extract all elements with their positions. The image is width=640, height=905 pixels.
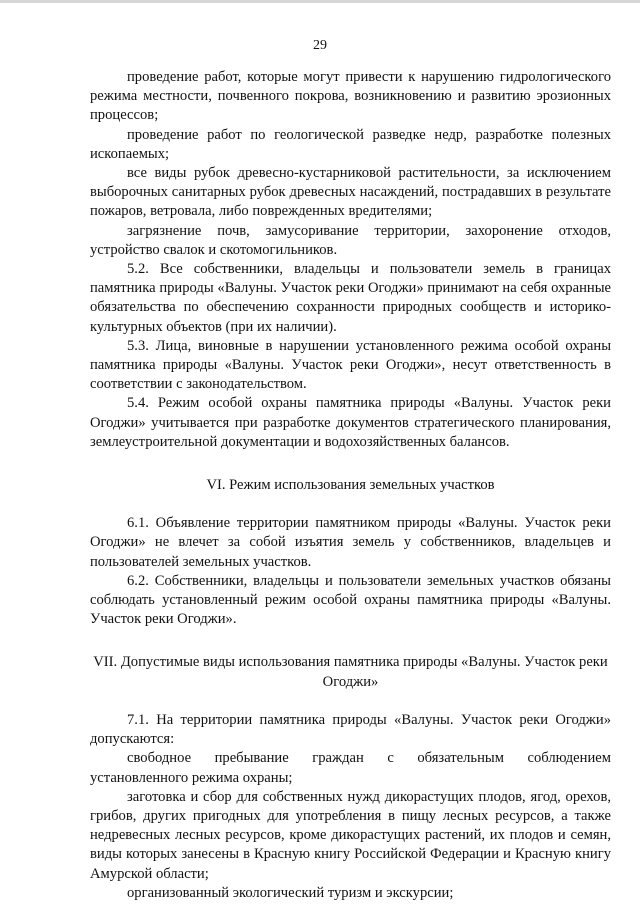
paragraph: 5.2. Все собственники, владельцы и пользователи земель в границах памятника природы «Валуны. Участок реки Огоджи» принимают на себя охранные обязательства по обеспечению сохранности природных сообществ и историко-культурных объектов (при их наличии). <box>90 261 611 335</box>
paragraph: 5.3. Лица, виновные в нарушении установленного режима особой охраны памятника природы «Валуны. Участок реки Огоджи», несут ответственность в соответствии с законодательством. <box>90 337 611 393</box>
paragraph: 6.1. Объявление территории памятником природы «Валуны. Участок реки Огоджи» не влечет за собой изъятия земель у собственников, владельцев и пользователей земельных участков. <box>90 515 611 570</box>
page-number: 29 <box>313 38 327 53</box>
paragraph: проведение работ, которые могут привести к нарушению гидрологического режима местности, почвенного покрова, возникновению и развитию эрозионных процессов; <box>90 69 611 124</box>
paragraph: проведение работ по геологической разведке недр, разработке полезных ископаемых; <box>90 126 611 162</box>
document-body <box>90 68 611 903</box>
paragraph: 7.1. На территории памятника природы «Валуны. Участок реки Огоджи» допускаются: <box>90 711 611 748</box>
scan-edge <box>0 0 640 3</box>
paragraph: 5.4. Режим особой охраны памятника природы «Валуны. Участок реки Огоджи» учитывается при разработке документов стратегического планирования, землеустроительной документации и водохозяйственных балансов. <box>90 395 611 450</box>
paragraph: организованный экологический туризм и экскурсии; <box>127 884 454 901</box>
section-heading: VII. Допустимые виды использования памятника природы «Валуны. Участок реки Огоджи» <box>93 654 608 690</box>
paragraph: свободное пребывание граждан с обязательным соблюдением установленного режима охраны; <box>90 750 611 786</box>
paragraph: 6.2. Собственники, владельцы и пользователи земельных участков обязаны соблюдать установленный режим особой охраны памятника природы «Валуны. Участок реки Огоджи». <box>90 572 611 628</box>
paragraph: все виды рубок древесно-кустарниковой растительности, за исключением выборочных санитарных рубок древесных насаждений, пострадавших в результате пожаров, ветровала, либо поврежденных вредителями; <box>90 165 611 220</box>
paragraph: заготовка и сбор для собственных нужд дикорастущих плодов, ягод, орехов, грибов, других пригодных для употребления в пищу лесных ресурсов, а также недревесных лесных ресурсов, кроме дикорастущих растений, их плодов и семян, виды которых занесены в Красную книгу Российской Федерации и Красную книгу Амурской области; <box>90 788 611 882</box>
section-heading: VI. Режим использования земельных участков <box>206 477 495 494</box>
paragraph: загрязнение почв, замусоривание территории, захоронение отходов, устройство свалок и скотомогильников. <box>90 222 611 258</box>
